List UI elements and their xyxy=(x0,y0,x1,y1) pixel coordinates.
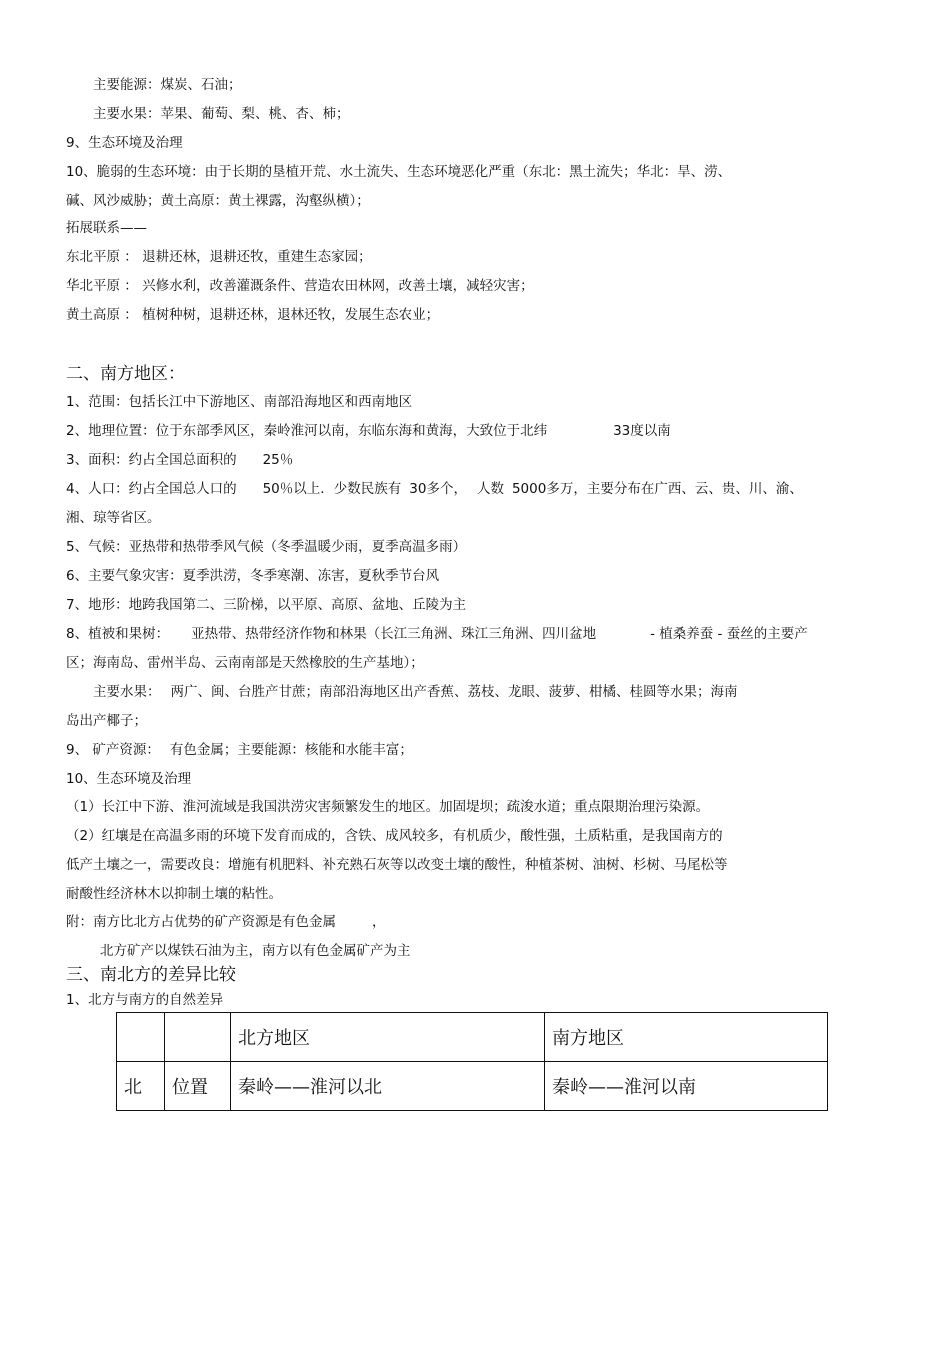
south-item-6: 6、主要气象灾害：夏季洪涝，冬季寒潮、冻害，夏秋季节台风 xyxy=(66,568,440,584)
south-fruits-label: 主要水果： xyxy=(93,684,161,700)
table-cell-north-label: 北 xyxy=(117,1062,165,1111)
north-energy: 主要能源：煤炭、石油； xyxy=(93,77,242,93)
south-item-2-text: 2、地理位置：位于东部季风区，秦岭淮河以南，东临东海和黄海，大致位于北纬 xyxy=(66,423,548,439)
south-item-9 xyxy=(66,740,413,760)
south-item-8-text: 亚热带、热带经济作物和林果（长江三角洲、珠江三角洲、四川盆地 xyxy=(191,626,597,642)
compare-subheading: 1、北方与南方的自然差异 xyxy=(66,992,224,1008)
south-item-7: 7、地形：地跨我国第二、三阶梯，以平原、高原、盆地、丘陵为主 xyxy=(66,597,467,613)
south-fruits-text: 两广、闽、台胜产甘蔗；南部沿海地区出产香蕉、荔枝、龙眼、菠萝、柑橘、桂圆等水果；海南 xyxy=(170,684,738,700)
south-fruits xyxy=(93,682,738,702)
south-item-4-percent: 50％以上．少数民族有 xyxy=(262,481,402,497)
south-eco-2-line1: （2）红壤是在高温多雨的环境下发育而成的，含铁、成风较多，有机质少，酸性强，土质粘重，是我国南方的 xyxy=(66,828,723,844)
south-item-5: 5、气候：亚热带和热带季风气候（冬季温暖少雨，夏季高温多雨） xyxy=(66,539,467,555)
south-item-4-count-label: 人数 xyxy=(476,481,504,497)
table-header-south: 南方地区 xyxy=(545,1013,828,1062)
south-item-2-latitude: 33度以南 xyxy=(613,423,671,439)
north-extend-label: 拓展联系—— xyxy=(66,220,147,236)
south-note xyxy=(66,912,386,932)
south-fruits-line2: 岛出产椰子； xyxy=(66,713,147,729)
south-eco-1: （1）长江中下游、淮河流域是我国洪涝灾害频繁发生的地区。加固堤坝；疏浚水道；重点限期治理污染源。 xyxy=(66,799,710,815)
south-item-9-text: 有色金属；主要能源：核能和水能丰富； xyxy=(169,742,413,758)
table-cell-north-position: 秦岭——淮河以北 xyxy=(231,1062,545,1111)
south-note-line2: 北方矿产以煤铁石油为主，南方以有色金属矿产为主 xyxy=(100,943,411,959)
north-loess-plateau: 黄土高原 ： 植树种树，退耕还林，退林还牧，发展生态农业； xyxy=(66,307,440,323)
south-item-8-label: 8、植被和果树： xyxy=(66,626,170,642)
comparison-table xyxy=(116,1012,828,1111)
table-cell xyxy=(117,1013,165,1062)
compare-heading: 三、南北方的差异比较 xyxy=(66,965,236,985)
south-item-8 xyxy=(66,624,808,644)
south-eco-2-line2: 低产土壤之一，需要改良：增施有机肥料、补充熟石灰等以改变土壤的酸性，种植茶树、油树、杉树、马尾松等 xyxy=(66,857,728,873)
south-note-comma: ， xyxy=(372,914,386,930)
south-item-4-population: 5000多万，主要分布在广西、云、贵、川、渝、 xyxy=(511,481,803,497)
south-item-4-text: 4、人口：约占全国总人口的 xyxy=(66,481,237,497)
north-item-10-line1: 10、脆弱的生态环境：由于长期的垦植开荒、水土流失、生态环境恶化严重（东北：黑土流失；华北：旱、涝、 xyxy=(66,164,732,180)
south-item-1: 1、范围：包括长江中下游地区、南部沿海地区和西南地区 xyxy=(66,394,413,410)
south-item-4-line2: 湘、琼等省区。 xyxy=(66,510,161,526)
south-item-10: 10、生态环境及治理 xyxy=(66,771,192,787)
table-cell-position-label: 位置 xyxy=(165,1062,231,1111)
north-fruits: 主要水果：苹果、葡萄、梨、桃、杏、柿； xyxy=(93,106,350,122)
south-item-4-ethnic: 30多个， xyxy=(409,481,467,497)
south-item-8-line2: 区；海南岛、雷州半岛、云南南部是天然橡胶的生产基地）； xyxy=(66,655,424,671)
north-item-10-line2: 碱、风沙威胁；黄土高原：黄土裸露，沟壑纵横）； xyxy=(66,193,370,209)
south-item-3 xyxy=(66,450,293,470)
south-eco-2-line3: 耐酸性经济林木以抑制土壤的粘性。 xyxy=(66,886,282,902)
south-item-2 xyxy=(66,421,671,441)
south-item-3-text: 3、面积：约占全国总面积的 xyxy=(66,452,237,468)
north-northchina-plain: 华北平原 ： 兴修水利，改善灌溉条件、营造农田林网，改善土壤，减轻灾害； xyxy=(66,278,534,294)
south-heading: 二、南方地区： xyxy=(66,364,185,384)
south-item-9-label: 9、 矿产资源： xyxy=(66,742,160,758)
table-header-row xyxy=(117,1013,828,1062)
south-item-3-value: 25％ xyxy=(262,452,294,468)
table-cell-south-position: 秦岭——淮河以南 xyxy=(545,1062,828,1111)
table-row xyxy=(117,1062,828,1111)
north-northeast-plain: 东北平原 ： 退耕还林，退耕还牧，重建生态家园； xyxy=(66,249,372,265)
south-item-8-silk: - 植桑养蚕 - 蚕丝的主要产 xyxy=(650,626,808,642)
table-cell xyxy=(165,1013,231,1062)
table-header-north: 北方地区 xyxy=(231,1013,545,1062)
south-note-text: 附：南方比北方占优势的矿产资源是有色金属 xyxy=(66,914,336,930)
south-item-4 xyxy=(66,479,803,499)
north-item-9: 9、生态环境及治理 xyxy=(66,135,183,151)
